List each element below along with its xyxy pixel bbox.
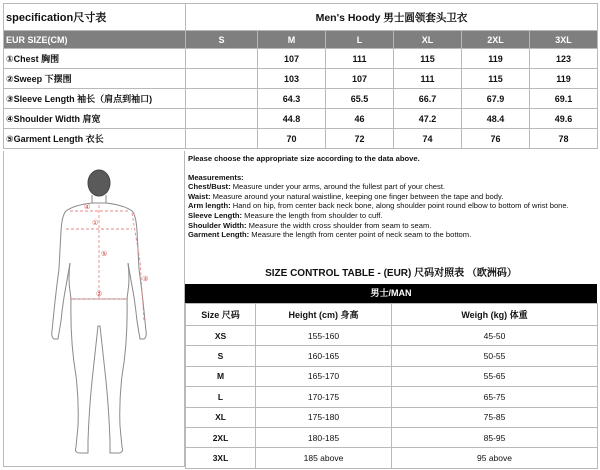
measurement-instructions [185,151,597,264]
cell: 107 [258,49,326,69]
cell: 111 [394,69,462,89]
size-header: S [186,31,258,49]
row-label: ①Chest 胸围 [4,49,186,69]
cell: 76 [462,129,530,149]
marker-sleeve: ③ [142,275,149,283]
table-row: L 170-175 65-75 [186,387,598,407]
cell: 115 [462,69,530,89]
marker-length: ⑤ [101,250,108,258]
table-row: S 160-165 50-55 [186,346,598,366]
size-unit-header: EUR SIZE(CM) [4,31,186,49]
spec-row-chest [4,49,598,69]
table-row: M 165-170 55-65 [186,366,598,386]
cell: 48.4 [462,109,530,129]
body-measurement-figure [4,151,184,465]
instruction-item: Garment Length: Measure the length from center point of neck seam to the bottom. [188,230,472,240]
cell: 72 [326,129,394,149]
cell [186,109,258,129]
cell: 65.5 [326,89,394,109]
table-row: 3XL 185 above 95 above [186,448,598,468]
intro-text: Please choose the appropriate size according to the data above. [188,154,420,163]
spec-row-length [4,129,598,149]
header-weight: Weigh (kg) 体重 [392,304,598,326]
cell: 115 [394,49,462,69]
size-header: 2XL [462,31,530,49]
marker-shoulder: ④ [84,203,91,211]
row-label: ④Shoulder Width 肩宽 [4,109,186,129]
spec-row-sleeve [4,89,598,109]
marker-sweep: ② [96,290,103,298]
cell: 123 [530,49,598,69]
cell [186,89,258,109]
cell: 67.9 [462,89,530,109]
cell: 64.3 [258,89,326,109]
cell: 107 [326,69,394,89]
cell [186,49,258,69]
cell: 69.1 [530,89,598,109]
spec-row-shoulder [4,109,598,129]
size-control-title: SIZE CONTROL TABLE - (EUR) 尺码对照表 （欧洲码） [265,268,517,279]
specification-table [3,3,598,149]
cell: 66.7 [394,89,462,109]
cell: 49.6 [530,109,598,129]
cell: 47.2 [394,109,462,129]
man-band: 男士/MAN [185,284,597,303]
table-row: 2XL 180-185 85-95 [186,427,598,447]
measurements-heading: Measurements: [188,172,244,182]
marker-chest: ① [92,219,99,227]
cell [186,129,258,149]
instruction-item: Waist: Measure around your natural waistline, keeping one finger between the tape and body. [188,191,504,201]
spec-label: specification尺寸表 [4,4,186,31]
product-title: Men's Hoody 男士圆领套头卫衣 [186,4,598,31]
body-figure-panel [3,151,185,467]
size-header: 3XL [530,31,598,49]
table-row: XL 175-180 75-85 [186,407,598,427]
size-header: L [326,31,394,49]
size-header: XL [394,31,462,49]
row-label: ③Sleeve Length 袖长（肩点到袖口) [4,89,186,109]
cell: 70 [258,129,326,149]
cell: 78 [530,129,598,149]
row-label: ⑤Garment Length 衣长 [4,129,186,149]
cell [186,69,258,89]
instruction-item: Arm length: Hand on hip, from center back neck bone, along shoulder point round elbow to bottom of wrist bone. [188,201,569,211]
lower-section [3,151,597,467]
instruction-item: Shoulder Width: Measure the width cross shoulder from seam to seam. [188,220,432,230]
header-size: Size 尺码 [186,304,256,326]
cell: 103 [258,69,326,89]
cell: 74 [394,129,462,149]
row-label: ②Sweep 下摆围 [4,69,186,89]
size-control-header [186,304,598,326]
cell: 44.8 [258,109,326,129]
sleeve-line [132,213,144,321]
size-header: M [258,31,326,49]
cell: 119 [462,49,530,69]
cell: 46 [326,109,394,129]
spec-row-sweep [4,69,598,89]
spec-header-row [4,31,598,49]
cell: 111 [326,49,394,69]
cell: 119 [530,69,598,89]
header-height: Height (cm) 身高 [256,304,392,326]
instruction-item: Chest/Bust: Measure under your arms, around the fullest part of your chest. [188,182,446,192]
size-control-table [185,303,598,469]
table-row: XS 155-160 45-50 [186,326,598,346]
instruction-item: Sleeve Length: Measure the length from shoulder to cuff. [188,210,383,220]
